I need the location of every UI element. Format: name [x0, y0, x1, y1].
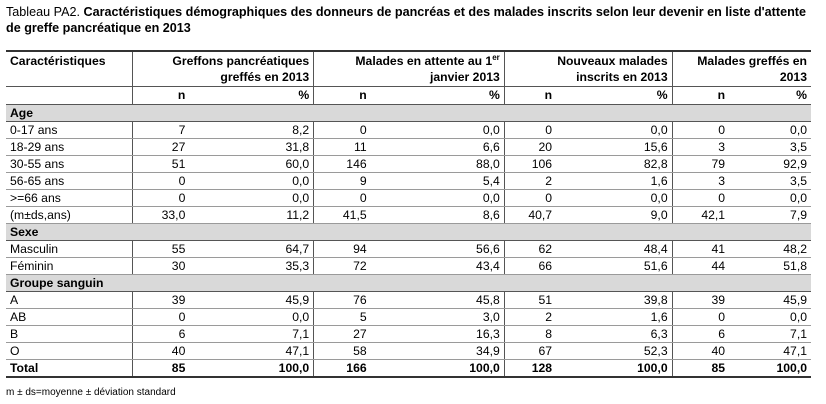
cell-percent: 31,8: [189, 139, 313, 156]
table-row: [6, 258, 811, 275]
cell-count: 42,1: [672, 207, 729, 224]
cell-percent: 0,0: [189, 190, 313, 207]
cell-count: 0: [132, 173, 189, 190]
cell-count: 0: [132, 190, 189, 207]
cell-percent: 11,2: [189, 207, 313, 224]
cell-count: 40: [672, 343, 729, 360]
section-header: [6, 224, 811, 241]
cell-count: 128: [504, 360, 556, 378]
cell-percent: 0,0: [189, 173, 313, 190]
cell-percent: 100,0: [189, 360, 313, 378]
cell-count: 11: [314, 139, 371, 156]
row-label: A: [6, 292, 132, 309]
cell-count: 41,5: [314, 207, 371, 224]
section-title: Sexe: [6, 224, 811, 241]
header-n: n: [672, 87, 729, 105]
cell-count: 85: [132, 360, 189, 378]
cell-percent: 100,0: [729, 360, 811, 378]
cell-percent: 5,4: [371, 173, 505, 190]
cell-percent: 0,0: [729, 122, 811, 139]
row-label: O: [6, 343, 132, 360]
section-header: [6, 105, 811, 122]
cell-count: 0: [504, 122, 556, 139]
cell-percent: 7,1: [189, 326, 313, 343]
cell-percent: 82,8: [556, 156, 672, 173]
cell-percent: 100,0: [371, 360, 505, 378]
cell-count: 66: [504, 258, 556, 275]
cell-count: 5: [314, 309, 371, 326]
cell-count: 44: [672, 258, 729, 275]
cell-percent: 48,2: [729, 241, 811, 258]
header-group-attente-main: Malades en attente au 1: [355, 54, 493, 68]
row-label: AB: [6, 309, 132, 326]
cell-count: 0: [672, 122, 729, 139]
cell-percent: 52,3: [556, 343, 672, 360]
table-row: [6, 207, 811, 224]
table-row: [6, 241, 811, 258]
cell-percent: 0,0: [556, 190, 672, 207]
header-group-greffons: Greffons pancréatiques greffés en 2013: [132, 51, 313, 87]
cell-count: 0: [504, 190, 556, 207]
header-pct: %: [729, 87, 811, 105]
row-label: 0-17 ans: [6, 122, 132, 139]
cell-count: 20: [504, 139, 556, 156]
cell-count: 40: [132, 343, 189, 360]
cell-count: 30: [132, 258, 189, 275]
cell-percent: 64,7: [189, 241, 313, 258]
cell-percent: 0,0: [729, 190, 811, 207]
cell-percent: 3,5: [729, 139, 811, 156]
cell-count: 40,7: [504, 207, 556, 224]
row-label: Féminin: [6, 258, 132, 275]
cell-percent: 48,4: [556, 241, 672, 258]
cell-count: 8: [504, 326, 556, 343]
table-row: [6, 190, 811, 207]
cell-count: 0: [132, 309, 189, 326]
row-label: >=66 ans: [6, 190, 132, 207]
row-label: 18-29 ans: [6, 139, 132, 156]
cell-percent: 0,0: [556, 122, 672, 139]
cell-percent: 45,9: [189, 292, 313, 309]
cell-percent: 60,0: [189, 156, 313, 173]
header-pct: %: [556, 87, 672, 105]
cell-percent: 3,0: [371, 309, 505, 326]
cell-count: 62: [504, 241, 556, 258]
header-n: n: [314, 87, 371, 105]
cell-percent: 47,1: [189, 343, 313, 360]
section-title: Groupe sanguin: [6, 275, 811, 292]
cell-count: 6: [132, 326, 189, 343]
table-row: [6, 292, 811, 309]
header-n: n: [504, 87, 556, 105]
header-group-attente-rest: janvier 2013: [429, 70, 500, 84]
header-group-greffes: Malades greffés en 2013: [672, 51, 811, 87]
table-row: [6, 309, 811, 326]
cell-count: 55: [132, 241, 189, 258]
header-pct: %: [189, 87, 313, 105]
cell-count: 27: [314, 326, 371, 343]
cell-count: 6: [672, 326, 729, 343]
cell-count: 39: [672, 292, 729, 309]
header-group-nouveaux: Nouveaux malades inscrits en 2013: [504, 51, 672, 87]
total-row: [6, 360, 811, 378]
cell-count: 2: [504, 309, 556, 326]
table-row: [6, 122, 811, 139]
header-characteristics: Caractéristiques: [10, 54, 106, 68]
cell-percent: 34,9: [371, 343, 505, 360]
cell-count: 67: [504, 343, 556, 360]
table-title-text: Caractéristiques démographiques des donneurs de pancréas et des malades inscrits selon leur devenir en liste d'attente de greffe pancréatique en 2013: [6, 5, 806, 35]
cell-count: 0: [314, 122, 371, 139]
cell-percent: 15,6: [556, 139, 672, 156]
cell-percent: 1,6: [556, 309, 672, 326]
table-row: [6, 139, 811, 156]
table-row: [6, 343, 811, 360]
demographics-table: [6, 50, 811, 378]
cell-count: 85: [672, 360, 729, 378]
cell-percent: 7,9: [729, 207, 811, 224]
cell-count: 72: [314, 258, 371, 275]
cell-percent: 0,0: [189, 309, 313, 326]
cell-count: 51: [132, 156, 189, 173]
cell-count: 76: [314, 292, 371, 309]
cell-percent: 8,6: [371, 207, 505, 224]
row-label: Masculin: [6, 241, 132, 258]
header-blank: [6, 87, 132, 105]
cell-count: 39: [132, 292, 189, 309]
cell-percent: 8,2: [189, 122, 313, 139]
cell-percent: 100,0: [556, 360, 672, 378]
cell-count: 7: [132, 122, 189, 139]
cell-count: 3: [672, 139, 729, 156]
cell-percent: 6,3: [556, 326, 672, 343]
cell-percent: 0,0: [729, 309, 811, 326]
header-group-attente-sup: er: [492, 52, 500, 62]
cell-percent: 45,9: [729, 292, 811, 309]
cell-count: 166: [314, 360, 371, 378]
cell-percent: 56,6: [371, 241, 505, 258]
cell-percent: 39,8: [556, 292, 672, 309]
cell-count: 106: [504, 156, 556, 173]
row-label: 30-55 ans: [6, 156, 132, 173]
table-title: [6, 4, 820, 36]
cell-percent: 1,6: [556, 173, 672, 190]
cell-percent: 3,5: [729, 173, 811, 190]
cell-percent: 88,0: [371, 156, 505, 173]
header-n: n: [132, 87, 189, 105]
cell-count: 79: [672, 156, 729, 173]
section-header: [6, 275, 811, 292]
cell-percent: 45,8: [371, 292, 505, 309]
cell-count: 0: [672, 190, 729, 207]
cell-count: 58: [314, 343, 371, 360]
section-title: Age: [6, 105, 811, 122]
cell-percent: 7,1: [729, 326, 811, 343]
header-group-attente: [314, 51, 505, 87]
table-row: [6, 326, 811, 343]
row-label: 56-65 ans: [6, 173, 132, 190]
cell-count: 41: [672, 241, 729, 258]
cell-count: 27: [132, 139, 189, 156]
cell-count: 3: [672, 173, 729, 190]
cell-percent: 92,9: [729, 156, 811, 173]
cell-count: 94: [314, 241, 371, 258]
header-row-units: [6, 87, 811, 105]
cell-percent: 0,0: [371, 190, 505, 207]
row-label: Total: [6, 360, 132, 378]
table-row: [6, 173, 811, 190]
cell-count: 0: [314, 190, 371, 207]
cell-percent: 35,3: [189, 258, 313, 275]
cell-percent: 51,8: [729, 258, 811, 275]
row-label: B: [6, 326, 132, 343]
cell-percent: 0,0: [371, 122, 505, 139]
cell-count: 146: [314, 156, 371, 173]
row-label: (m±ds,ans): [6, 207, 132, 224]
cell-count: 51: [504, 292, 556, 309]
table-body: [6, 105, 811, 378]
header-row-groups: [6, 51, 811, 87]
cell-percent: 47,1: [729, 343, 811, 360]
cell-percent: 43,4: [371, 258, 505, 275]
cell-count: 33,0: [132, 207, 189, 224]
header-pct: %: [371, 87, 505, 105]
cell-count: 0: [672, 309, 729, 326]
table-title-prefix: Tableau PA2.: [6, 5, 80, 19]
footnote: m ± ds=moyenne ± déviation standard: [6, 387, 176, 398]
cell-count: 2: [504, 173, 556, 190]
cell-percent: 6,6: [371, 139, 505, 156]
cell-percent: 9,0: [556, 207, 672, 224]
table-row: [6, 156, 811, 173]
cell-percent: 51,6: [556, 258, 672, 275]
cell-percent: 16,3: [371, 326, 505, 343]
cell-count: 9: [314, 173, 371, 190]
